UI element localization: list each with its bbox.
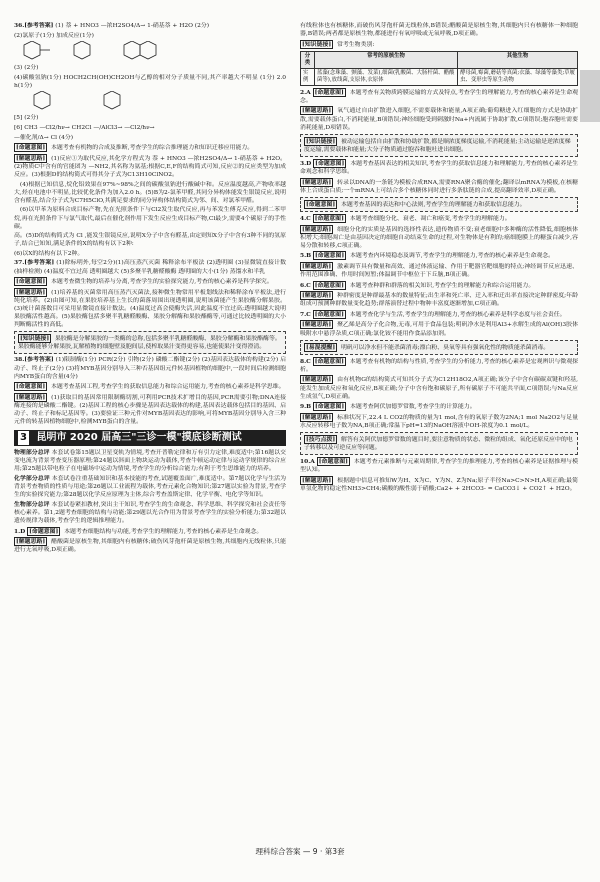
- q36-line5: [5] (2分): [14, 115, 39, 122]
- q3-box-text: 本题考查基因的表达和中心法则,考查学生的理解能力和获取信息能力。: [341, 201, 526, 208]
- q36-label: 36.[参考答案]: [14, 22, 54, 29]
- q38-intent: 本题考查基因工程,考查学生的获取信息能力和综合运用能力,考查的核心素养是科学思维。: [51, 384, 285, 391]
- left-column: [14, 22, 286, 837]
- q2-knowledge-box: [300, 134, 578, 157]
- q1-intent: 本题考查细胞结构与功能,考查学生的理解能力,考查的核心素养是生命观念。: [64, 528, 263, 535]
- biology-review: 本套试卷紧扣教材,突出主干知识,考查学生的生命观念、科学思维、科学探究和社会责任等核心素养。第1,2题考查细胞的结构与功能;第29题以光合作用为背景考查学生的实验分析能力;第32题以遗传规律为载体,考查学生的逻辑推理能力。: [14, 501, 286, 524]
- q2-intent-tag: [命题意图]: [314, 88, 344, 96]
- q4-solution-tag: [解题思路]: [302, 225, 332, 233]
- q37-solution: (1)培养基的灭菌常用高压蒸汽灭菌法,接种微生物常用平板划线法和稀释涂布平板法,进行纯化培养。(2)由图可知,在果胶培养基上生长的菌落周围出现透明圈,说明该菌能产生果胶酶分解果胶。(3)统计菌落数目可采用显微镜直接计数法。(4)温度过高会使酶失活,因此温度不宜过高;透明圈越大说明果胶酶活性越高。(5)果胶酶包括多聚半乳糖醛酸酶、果胶分解酶和果胶酯酶等,可通过比较透明圈的大小判断酶活性的高低。: [14, 289, 286, 329]
- page-footer: 理科综合答案 — 9 · 第3套: [255, 847, 345, 856]
- chemical-structure-icon: [14, 41, 286, 63]
- q9-solution-tag: [解题思路]: [302, 413, 332, 421]
- q1-block: [14, 527, 286, 555]
- q38-label: 38.[参考答案]: [14, 356, 54, 364]
- q3-solution: 转录以DNA的一条链为模板合成RNA,需要RNA聚合酶的催化;翻译以mRNA为模板,在核糖体上合成蛋白质;一个mRNA上可结合多个核糖体同时进行多条肽链的合成,提高翻译效率,D项正确。: [300, 179, 578, 194]
- q10-label: 10.A: [300, 458, 315, 466]
- q36-isomer-drawing: [14, 91, 286, 113]
- q36-solution-3: (6)以甲苯为原料合成目标产物,先在光照条件下与Cl2发生取代反应,再与苯发生傅克反应,得到二苯甲烷,再在光照条件下与氯气取代,最后在催化剂作用下发生反应生成目标产物,Cl最少,需要4个碳原子的手性碳。: [14, 207, 286, 230]
- table-row: [301, 68, 578, 85]
- q8-block: [300, 357, 578, 401]
- q4-intent-tag: [命题意图]: [314, 214, 344, 222]
- q6-solution-tag: [解题思路]: [302, 292, 332, 300]
- q10-intent: 本题考查元素推断与元素周期律,考查学生的推理能力,考查的核心素养是证据推理与模型认知。: [300, 459, 578, 474]
- q36-line1: (1) 萘 + HNO3 —浓H2SO4/Δ→ 1-硝基萘 + H2O (2分): [55, 23, 210, 29]
- q38-solution-tag: [解题思路]: [16, 393, 46, 401]
- section-heading: [14, 430, 286, 446]
- q37-answer: (1)除标明外,每空2分)(1)高压蒸汽灭菌 稀释涂布平板法 (2)透明圈 (3)显微镜直接计数(抽样检测) (4)温度不宜过高 透明圈越大 (5)多聚半乳糖醛酸酶 透明圈的大小(1分) 蒸馏水和半乳: [14, 260, 286, 275]
- q9-knowledge-box: [300, 432, 578, 455]
- q6-solution: 种群密度是种群最基本的数量特征;出生率和死亡率、迁入率和迁出率直接决定种群密度;年龄组成可预测种群数量变化趋势;群落演替过程中物种丰富度逐渐增加,C项正确。: [300, 293, 578, 308]
- q36-line6: [6] CH3 —Cl2/hν→ CH2Cl —/AlCl3→ —Cl2/hν→: [14, 125, 155, 132]
- q10-block: [300, 457, 578, 493]
- q3-intent: 本题考查基因表达的相关知识,考查学生的获取信息能力和理解能力,考查的核心素养是生命观念和科学思维。: [300, 160, 578, 176]
- q1-solution: 醋酸菌是原核生物,其细胞内有核糖体;破伤风芽孢杆菌是原核生物,其细胞内无线粒体,只能进行无氧呼吸,D项正确。: [14, 539, 286, 554]
- q9-box-text: 解答有关阿伏加德罗常数的题目时,要注意物质的状态、微粒的组成、氧化还原反应中的电子转移以及可逆反应等问题。: [304, 436, 573, 452]
- q3-intent-tag: [命题意图]: [315, 159, 345, 167]
- q36-solution-2: (4)根据已知信息,烷化铝效果在97%~98%之间的碳酸氢钠进行酸碱中和。反应温度越高,产物收率越大,烃在电池中不明显,比较优化条件为加入2.0 h。(5)B为2-氯苯甲醛,其同分异构体能发生银镜反应,说明含有醛基,结合分子式为C7H5ClO,其满足要求的同分异构体结构简式为邻、间、对氯苯甲醛。: [14, 181, 286, 204]
- q36-intent-tag: [命题意图]: [16, 144, 46, 152]
- q36-intent: 本题考查有机物的合成及推断,考查学生的综合推理能力和知识迁移应用能力。: [51, 145, 254, 152]
- q8-intent: 本题考查有机物的结构与性质,考查学生的分析能力,考查的核心素养是宏观辨识与微观探析。: [300, 358, 578, 373]
- benzene-ring-icon: [14, 91, 286, 113]
- q7-block: [300, 310, 578, 355]
- q7-box-tag: [易混提醒]: [306, 343, 336, 351]
- q4-block: [300, 214, 578, 250]
- q5-solution: 激素调节具有微量和高效、通过体液运输、作用于靶器官靶细胞的特点;神经调节反应迅速、作用范围准确、作用时间短暂;体温调节中枢位于下丘脑,B项正确。: [300, 263, 578, 278]
- kt-col-1: 常考的原核生物: [314, 51, 457, 68]
- q2-solution-tag: [解题思路]: [302, 107, 332, 115]
- q36-tail2: (6)以X的结构有以下2种。: [14, 250, 84, 257]
- kt-tag: [知识链接]: [302, 40, 332, 48]
- q38-block: [14, 356, 286, 426]
- q10-solution: 根据题中信息可推知W为H、X为C、Y为N、Z为Na;原子半径Na>C>N>H,A项正确;最简单氢化物的稳定性NH3>CH4;碳酸的酸性弱于硝酸;Ca2+ + 2HCO3- = CaCO3↓ + CO2↑ + H2O。: [300, 477, 578, 492]
- q8-label: 8.C: [300, 357, 311, 365]
- q36-solution-tag: [解题思路]: [16, 154, 46, 162]
- q6-label: 6.C: [300, 281, 311, 289]
- q38-solution: (1)获取目的基因常用限制酶切割,可利用PCR技术扩增目的基因,PCR需要引物;DNA连接酶连接的是磷酸二酯键。(2)基因工程的核心步骤是基因表达载体的构建,基因表达载体包括目的基因、启动子、终止子和标记基因等。(3)要验证三种元件对MYB基因表达的影响,可将MYB基因分别导入含三种元件的转基因植物细胞中,检测MYB蛋白的含量。: [14, 394, 286, 426]
- q37-knowledge-box: [14, 331, 286, 354]
- q9-solution: 标准状况下,22.4 L CO2的物质的量为1 mol,含有的氧原子数为2NA;1 mol Na2O2与足量水反应转移电子数为NA,B项正确;常温下pH=13的NaOH溶液中OH-浓度为0.1 mol/L。: [300, 414, 578, 429]
- q2-label: 2.A: [300, 88, 311, 96]
- right-intro: 有线粒体也有核糖体,而破伤风芽孢杆菌无线粒体,B错误;醋酸菌是原核生物,其细胞内只有核糖体一种细胞器,B错误;两者都是原核生物,都能进行有氧呼吸或无氧呼吸,D项正确。: [300, 23, 578, 38]
- q37-solution-tag: [解题思路]: [16, 288, 46, 296]
- q36-line4: (4)碳酸氢钠(1分) HOCH2CH(OH)CH2OH与乙醇的相对分子质量不同,其产率越大不明显 (1分) 2.0 h(1分): [14, 74, 286, 89]
- q8-intent-tag: [命题意图]: [314, 357, 344, 365]
- q4-intent: 本题考查细胞分化、衰老、凋亡和癌变,考查学生的理解能力。: [349, 215, 511, 222]
- q9-intent: 本题考查阿伏加德罗常数,考查学生的计算能力。: [350, 404, 476, 411]
- q10-solution-tag: [解题思路]: [302, 476, 332, 484]
- q7-solution: 聚乙烯是高分子化合物,无毒,可用于食品包装;明矾净水是利用Al3+水解生成的Al(OH)3胶体吸附水中悬浮杂质,C项正确;氯化铵不能用作食品添加剂。: [300, 322, 578, 337]
- q5-intent-tag: [命题意图]: [315, 252, 345, 260]
- q1-intent-tag: [命题意图]: [29, 527, 59, 535]
- q5-label: 5.B: [300, 252, 312, 260]
- q37-label: 37.[参考答案]: [14, 259, 55, 267]
- q37-intent-tag: [命题意图]: [16, 278, 46, 286]
- q36-solution-1: (1)反应①为取代反应,其化学方程式为 萘 + HNO3 —浓H2SO4/Δ→ 1-硝基萘 + H2O。(2)物质C中含有的官能团为 —NH2,其名称为氨基;根据C,E,F的结构简式可知,反应②的反应类型为加成反应。(3)根据D的结构简式可得其分子式为C13H10ClNO2。: [14, 155, 286, 179]
- q1-solution-tag: [解题思路]: [16, 538, 46, 546]
- physics-review: 本套试卷第15题以卫星变轨为情境,考查开普勒定律和万有引力定律,难度适中;第16题以交变电流为背景考查变压器原理;第24题以斜面上物块运动为载体,考查牛顿运动定律与运动学规律的综合应用;第25题以带电粒子在电磁场中运动为情境,考查学生的分析综合能力;有利于考生思维能力的培养。: [14, 450, 286, 473]
- q2-block: [300, 88, 578, 157]
- q5-solution-tag: [解题思路]: [302, 262, 332, 270]
- q7-label: 7.C: [300, 310, 311, 318]
- q38-answer: (1)限制酶(1分) PCR(2分) 引物(2分) 磷酸二酯键(2分) (2)基因表达载体的构建(2分) 启动子、终止子(2分) (3)将MYB基因分别导入三种否基因组元件转基因植物的细胞中,一段时间后检测细胞内MYB蛋白的含量(4分): [14, 357, 286, 380]
- q6-intent-tag: [命题意图]: [314, 281, 344, 289]
- q36-tail: 高。(5)D的结构简式为 Cl ,能发生银镜反应,说明X分子中含有醛基,由定则知X分子中含有3种不同的氢原子,结合已知知,满足条件的X的结构有以下2种:: [14, 233, 286, 248]
- q36-line2: (2)氯原子(1分) 加成反应(1分): [14, 32, 94, 39]
- q10-intent-tag: [命题意图]: [318, 458, 348, 466]
- q3-solution-tag: [解题思路]: [302, 178, 332, 186]
- q2-solution: 氧气通过自由扩散进入细胞,不需要载体和能量,A项正确;葡萄糖进入红细胞的方式是协助扩散,需要载体蛋白,不消耗能量,B项错误;神经细胞受到刺激时Na+内流属于协助扩散,C项错误;胞吞胞吐需要消耗能量,D项错误。: [300, 108, 578, 131]
- q38-intent-tag: [命题意图]: [16, 383, 46, 391]
- q2-box-tag: [知识链接]: [306, 137, 336, 145]
- q37-box-tag: [知识链接]: [20, 335, 50, 343]
- q8-solution-tag: [解题思路]: [302, 376, 332, 384]
- physics-review-heading: 物理部分总评: [14, 449, 50, 457]
- q37-intent: 本题考查微生物的培养与分离,考查学生的实验探究能力,考查的核心素养是科学探究。: [51, 279, 273, 286]
- kt-cell: 实例: [301, 68, 315, 85]
- q5-intent: 本题考查内环境稳态及调节,考查学生的理解能力,考查的核心素养是生命观念。: [350, 253, 555, 260]
- q37-block: [14, 259, 286, 354]
- kt-title: 常考生物类别:: [337, 41, 375, 48]
- q3-label: 3.D: [300, 159, 312, 167]
- biology-review-heading: 生物部分总评: [14, 500, 50, 508]
- q3-box-tag: [命题意图]: [306, 200, 336, 208]
- q9-intent-tag: [命题意图]: [315, 403, 345, 411]
- section-number: 3: [20, 432, 27, 444]
- q36-structure-drawing: [14, 41, 286, 63]
- q7-intent-tag: [命题意图]: [314, 310, 344, 318]
- q9-box-tag: [技巧点拨]: [306, 435, 336, 443]
- right-column: [300, 22, 578, 837]
- q2-intent: 本题考查有关物质跨膜运输的方式及特点,考查学生的理解能力,考查的核心素养是生命观念。: [300, 89, 578, 104]
- side-tab-marker: [580, 70, 600, 122]
- q6-intent: 本题考查种群和群落的相关知识,考查学生的理解能力和综合运用能力。: [349, 282, 535, 289]
- kt-col-0: 分类: [301, 51, 315, 68]
- kt-col-2: 其他生物: [458, 51, 578, 68]
- kt-cell: 蓝藻(念珠藻、颤藻、发菜),细菌(乳酸菌、大肠杆菌、醋酸菌等),放线菌,支原体,衣原体: [314, 68, 457, 85]
- q8-solution: 由有机物G的结构简式可知其分子式为C12H18O2,A项正确;该分子中含有碳碳双键和羟基,能发生加成反应和氧化反应,B项正确;分子中含有饱和碳原子,所有碳原子不可能共平面,C项错误;与Na反应生成氢气,D项正确。: [300, 377, 578, 400]
- organism-table: [300, 51, 578, 86]
- kt-cell: 酵母菌,霉菌,蘑菇等真菌;衣藻、绿藻等藻类;草履虫、变形虫等原生动物: [458, 68, 578, 85]
- q2-box-text: 被动运输包括自由扩散和协助扩散,都是顺浓度梯度运输,不消耗能量;主动运输是逆浓度梯度运输,需要载体和能量;大分子物质通过胞吞和胞吐进出细胞。: [304, 138, 571, 153]
- q7-knowledge-box: [300, 340, 578, 355]
- chemistry-review: 本套试卷注重基础知识和基本技能的考查,试题覆盖面广,难度适中。第7题以化学与生活为背景考查物质的性质与用途;第26题以工业流程为载体,考查元素化合物知识;第27题以实验为背景,考查学生的实验探究能力;第28题以化学反应原理为主体,综合考查盖斯定律、化学平衡、电化学等知识。: [14, 475, 286, 499]
- q9-label: 9.B: [300, 403, 312, 411]
- q7-intent: 本题考查化学与生活,考查学生的理解能力,考查的核心素养是科学态度与社会责任。: [349, 311, 566, 318]
- q37-box-text: 果胶酶是分解果胶的一类酶的总称,包括多聚半乳糖醛酸酶、果胶分解酶和果胶酯酶等。果胶酶能够分解果胶,瓦解植物的细胞壁及胞间层,使榨取果汁变得更容易,也能使果汁变得澄清。: [18, 336, 281, 351]
- q36-line3: (3) (2分): [14, 65, 39, 72]
- knowledge-table-block: [300, 40, 578, 86]
- q5-block: [300, 251, 578, 279]
- q7-solution-tag: [解题思路]: [302, 321, 332, 329]
- q1-label: 1.D: [14, 527, 26, 535]
- q6-block: [300, 281, 578, 309]
- q3-knowledge-box: [300, 197, 578, 212]
- q4-solution: 细胞分化的实质是基因的选择性表达,遗传物质不变;衰老细胞中多种酶的活性降低,细胞核体积增大;细胞凋亡是由基因决定的细胞自动结束生命的过程,对生物体是有利的;癌细胞膜上的糖蛋白减少,容易分散和转移,C项正确。: [300, 226, 578, 249]
- q36-line7: —催化剂/Δ→ Cl (4分): [14, 134, 74, 141]
- section-title: 昆明市 2020 届高三"三诊一模"摸底诊断测试: [36, 432, 242, 444]
- q4-label: 4.C: [300, 214, 311, 222]
- q36-block: [14, 22, 286, 258]
- q9-block: [300, 402, 578, 455]
- chemistry-review-heading: 化学部分总评: [14, 474, 50, 482]
- q7-box-text: 明矾可以净水但不能杀菌消毒;漂白粉、臭氧等具有强氧化性的物质能杀菌消毒。: [341, 344, 550, 351]
- q3-block: [300, 159, 578, 212]
